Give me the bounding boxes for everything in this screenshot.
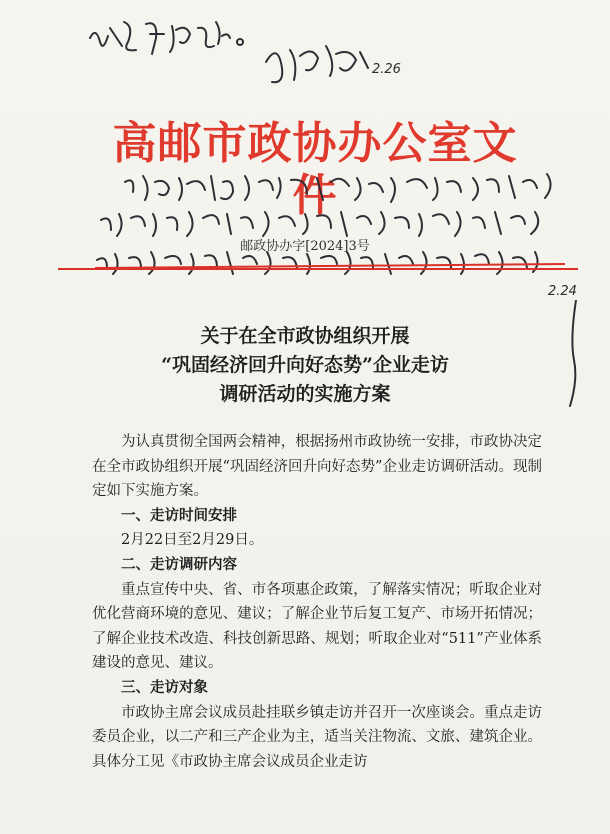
handwritten-date-middle: 2.24	[548, 284, 577, 299]
title-line-1: 关于在全市政协组织开展	[200, 325, 410, 347]
intro-paragraph: 为认真贯彻全国两会精神，根据扬州市政协统一安排，市政协决定在全市政协组织开展“巩固经济回升向好态势”企业走访调研活动。现制定如下实施方案。	[92, 434, 542, 500]
handwritten-instruction-top	[80, 8, 280, 68]
section-3-heading: 三、走访对象	[121, 678, 208, 696]
section-1-text: 2月22日至2月29日。	[121, 532, 264, 549]
red-separator-line	[58, 268, 578, 270]
document-body	[92, 430, 542, 774]
section-1-heading: 一、走访时间安排	[121, 506, 237, 524]
section-2-heading: 二、走访调研内容	[121, 555, 237, 573]
title-line-3: 调研活动的实施方案	[219, 383, 391, 405]
title-line-2: “巩固经济回升向好态势”企业走访	[161, 354, 449, 376]
document-title	[0, 322, 610, 409]
red-header-title: 高邮市政协办公室文件	[112, 118, 518, 221]
handwritten-comment	[95, 168, 595, 298]
section-2-text: 重点宣传中央、省、市各项惠企政策，了解落实情况；听取企业对优化营商环境的意见、建议；了解企业节后复工复产、市场开拓情况；了解企业技术改造、科技创新思路、规划；听取企业对“511”产业体系建设的意见、建议。	[92, 581, 542, 672]
handwritten-date-top: 2.26	[372, 62, 401, 77]
section-3-text: 市政协主席会议成员赴挂联乡镇走访并召开一次座谈会。重点走访委员企业，以二产和三产企业为主，适当关注物流、文旅、建筑企业。具体分工见《市政协主席会议成员企业走访	[92, 704, 542, 770]
document-number: 邮政协办字[2024]3号	[240, 239, 370, 254]
